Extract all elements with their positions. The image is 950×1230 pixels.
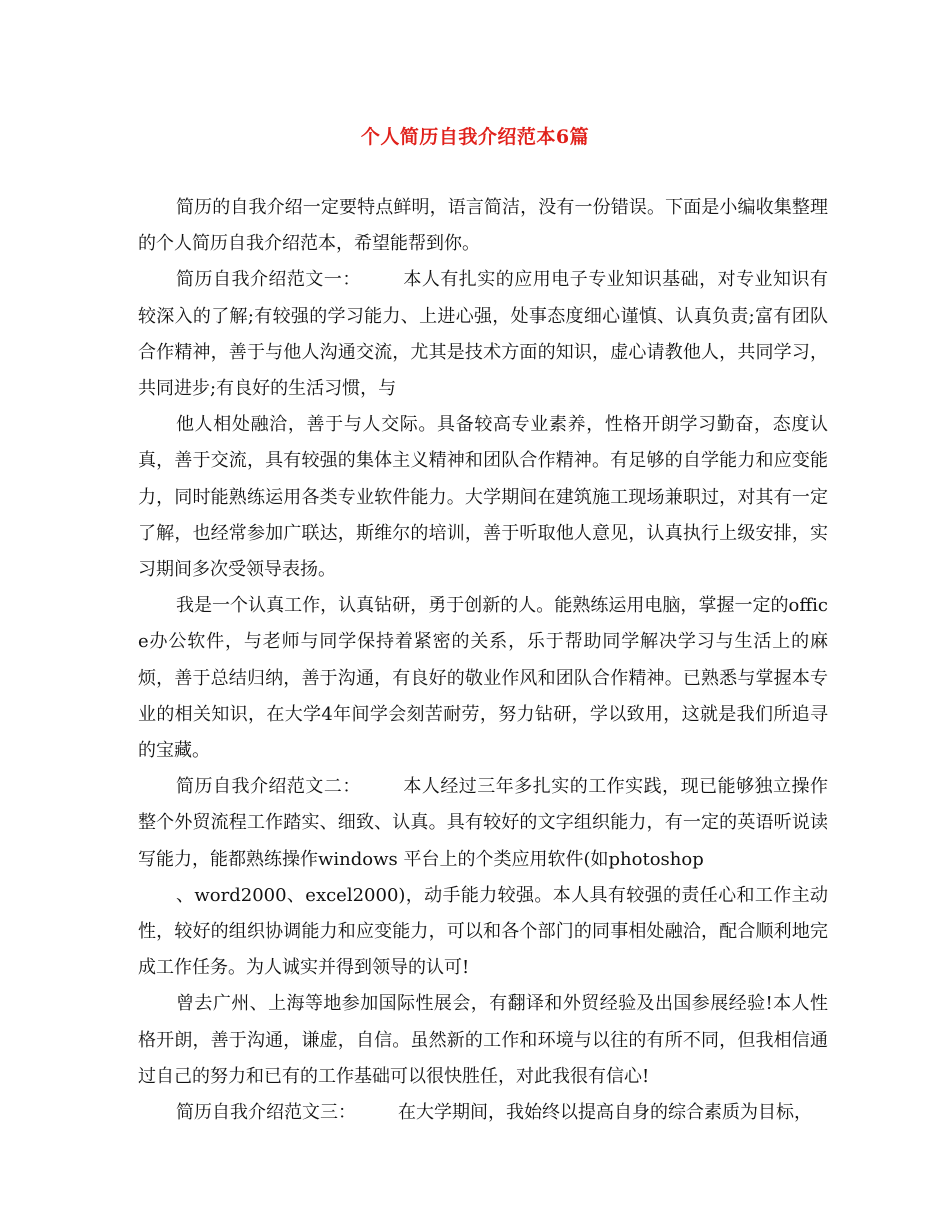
sample3-text: 在大学期间，我始终以提高自身的综合素质为目标， bbox=[398, 1102, 812, 1124]
sample1-label: 简历自我介绍范文一： bbox=[176, 269, 361, 291]
sample1-paragraph3: 我是一个认真工作，认真钻研，勇于创新的人。能熟练运用电脑，掌握一定的office办公软件，与老师与同学保持着紧密的关系，乐于帮助同学解决学习与生活上的麻烦，善于总结归纳，善于沟通，有良好的敬业作风和团队合作精神。已熟悉与掌握本专业的相关知识，在大学4年间学会刻苦耐劳，努力钻研，学以致用，这就是我们所追寻的宝藏。 bbox=[138, 595, 828, 762]
document-body bbox=[138, 190, 828, 1131]
document-title: 个人简历自我介绍范本6篇 bbox=[360, 126, 590, 148]
sample1-continuation: 他人相处融洽，善于与人交际。具备较高专业素养，性格开朗学习勤奋，态度认真，善于交流，具有较强的集体主义精神和团队合作精神。有足够的自学能力和应变能力，同时能熟练运用各类专业软件能力。大学期间在建筑施工现场兼职过，对其有一定了解，也经常参加广联达，斯维尔的培训，善于听取他人意见，认真执行上级安排，实习期间多次受领导表扬。 bbox=[138, 414, 828, 581]
sample1-text: 本人有扎实的应用电子专业知识基础，对专业知识有较深入的了解;有较强的学习能力、上进心强，处事态度细心谨慎、认真负责;富有团队合作精神，善于与他人沟通交流，尤其是技术方面的知识，虚心请教他人，共同学习，共同进步;有良好的生活习惯，与 bbox=[138, 269, 829, 400]
sample2-paragraph3: 曾去广州、上海等地参加国际性展会，有翻译和外贸经验及出国参展经验!本人性格开朗，善于沟通，谦虚，自信。虽然新的工作和环境与以往的有所不同，但我相信通过自己的努力和已有的工作基础可以很快胜任，对此我很有信心! bbox=[138, 993, 828, 1087]
intro-paragraph: 简历的自我介绍一定要特点鲜明，语言简洁，没有一份错误。下面是小编收集整理的个人简历自我介绍范本，希望能帮到你。 bbox=[138, 197, 828, 255]
sample2-text: 本人经过三年多扎实的工作实践，现已能够独立操作整个外贸流程工作踏实、细致、认真。具有较好的文字组织能力，有一定的英语听说读写能力，能都熟练操作windows 平台上的个类应用软件(如photoshop bbox=[138, 776, 829, 870]
sample2-continuation: 、word2000、excel2000)，动手能力较强。本人具有较强的责任心和工作主动性，较好的组织协调能力和应变能力，可以和各个部门的同事相处融洽，配合顺利地完成工作任务。为人诚实并得到领导的认可! bbox=[138, 884, 828, 979]
sample3-paragraph bbox=[138, 1095, 828, 1131]
sample2-paragraph bbox=[138, 769, 828, 878]
sample2-label: 简历自我介绍范文二： bbox=[176, 776, 361, 798]
sample1-paragraph bbox=[138, 262, 828, 407]
sample3-label: 简历自我介绍范文三： bbox=[176, 1102, 356, 1124]
